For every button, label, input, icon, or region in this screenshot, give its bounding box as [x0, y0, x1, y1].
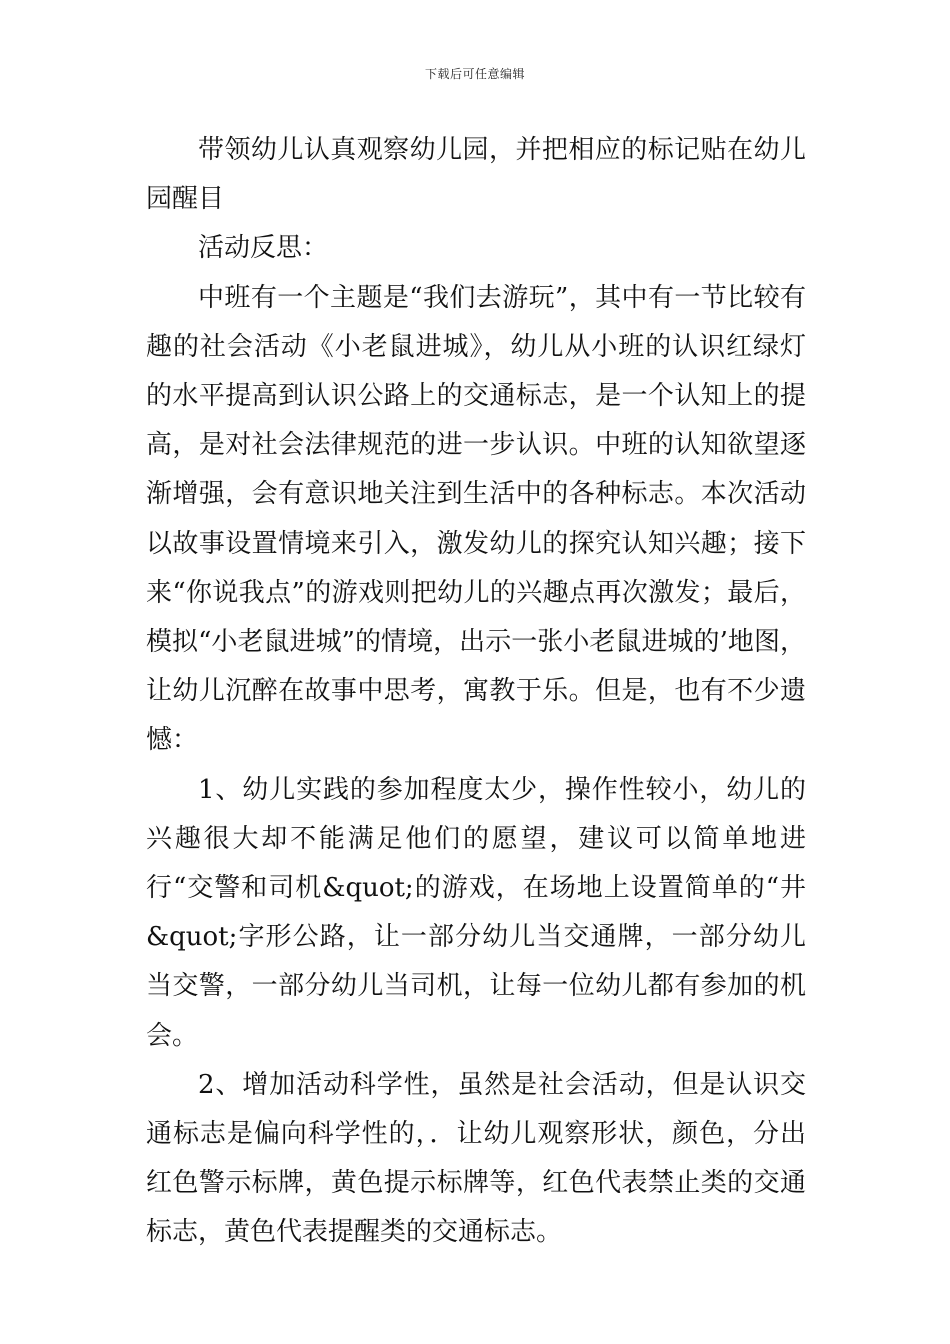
document-body	[146, 126, 806, 1258]
paragraph-intro: 带领幼儿认真观察幼儿园，并把相应的标记贴在幼儿园醒目	[146, 135, 806, 215]
paragraph-reflection-body: 中班有一个主题是“我们去游玩”，其中有一节比较有趣的社会活动《小老鼠进城》，幼儿从小班的认识红绿灯的水平提高到认识公路上的交通标志，是一个认知上的提高，是对社会法律规范的进一步认识。中班的认知欲望逐渐增强，会有意识地关注到生活中的各种标志。本次活动以故事设置情境来引入，激发幼儿的探究认知兴趣；接下来“你说我点”的游戏则把幼儿的兴趣点再次激发；最后，模拟“小老鼠进城”的情境，出示一张小老鼠进城的’地图，让幼儿沉醉在故事中思考，寓教于乐。但是，也有不少遗憾：	[146, 282, 806, 756]
paragraph-point-2: 2、增加活动科学性，虽然是社会活动，但是认识交通标志是偏向科学性的，．让幼儿观察形状，颜色，分出红色警示标牌，黄色提示标牌等，红色代表禁止类的交通标志，黄色代表提醒类的交通标志。	[146, 1069, 806, 1248]
paragraph-point-1: 1、幼儿实践的参加程度太少，操作性较小，幼儿的兴趣很大却不能满足他们的愿望，建议可以简单地进行“交警和司机&quot;的游戏，在场地上设置简单的“井&quot;字形公路，让一部分幼儿当交通牌，一部分幼儿当交警，一部分幼儿当司机，让每一位幼儿都有参加的机会。	[146, 774, 806, 1051]
paragraph-reflection-heading: 活动反思：	[198, 233, 329, 264]
page-header: 下载后可任意编辑	[424, 67, 525, 81]
